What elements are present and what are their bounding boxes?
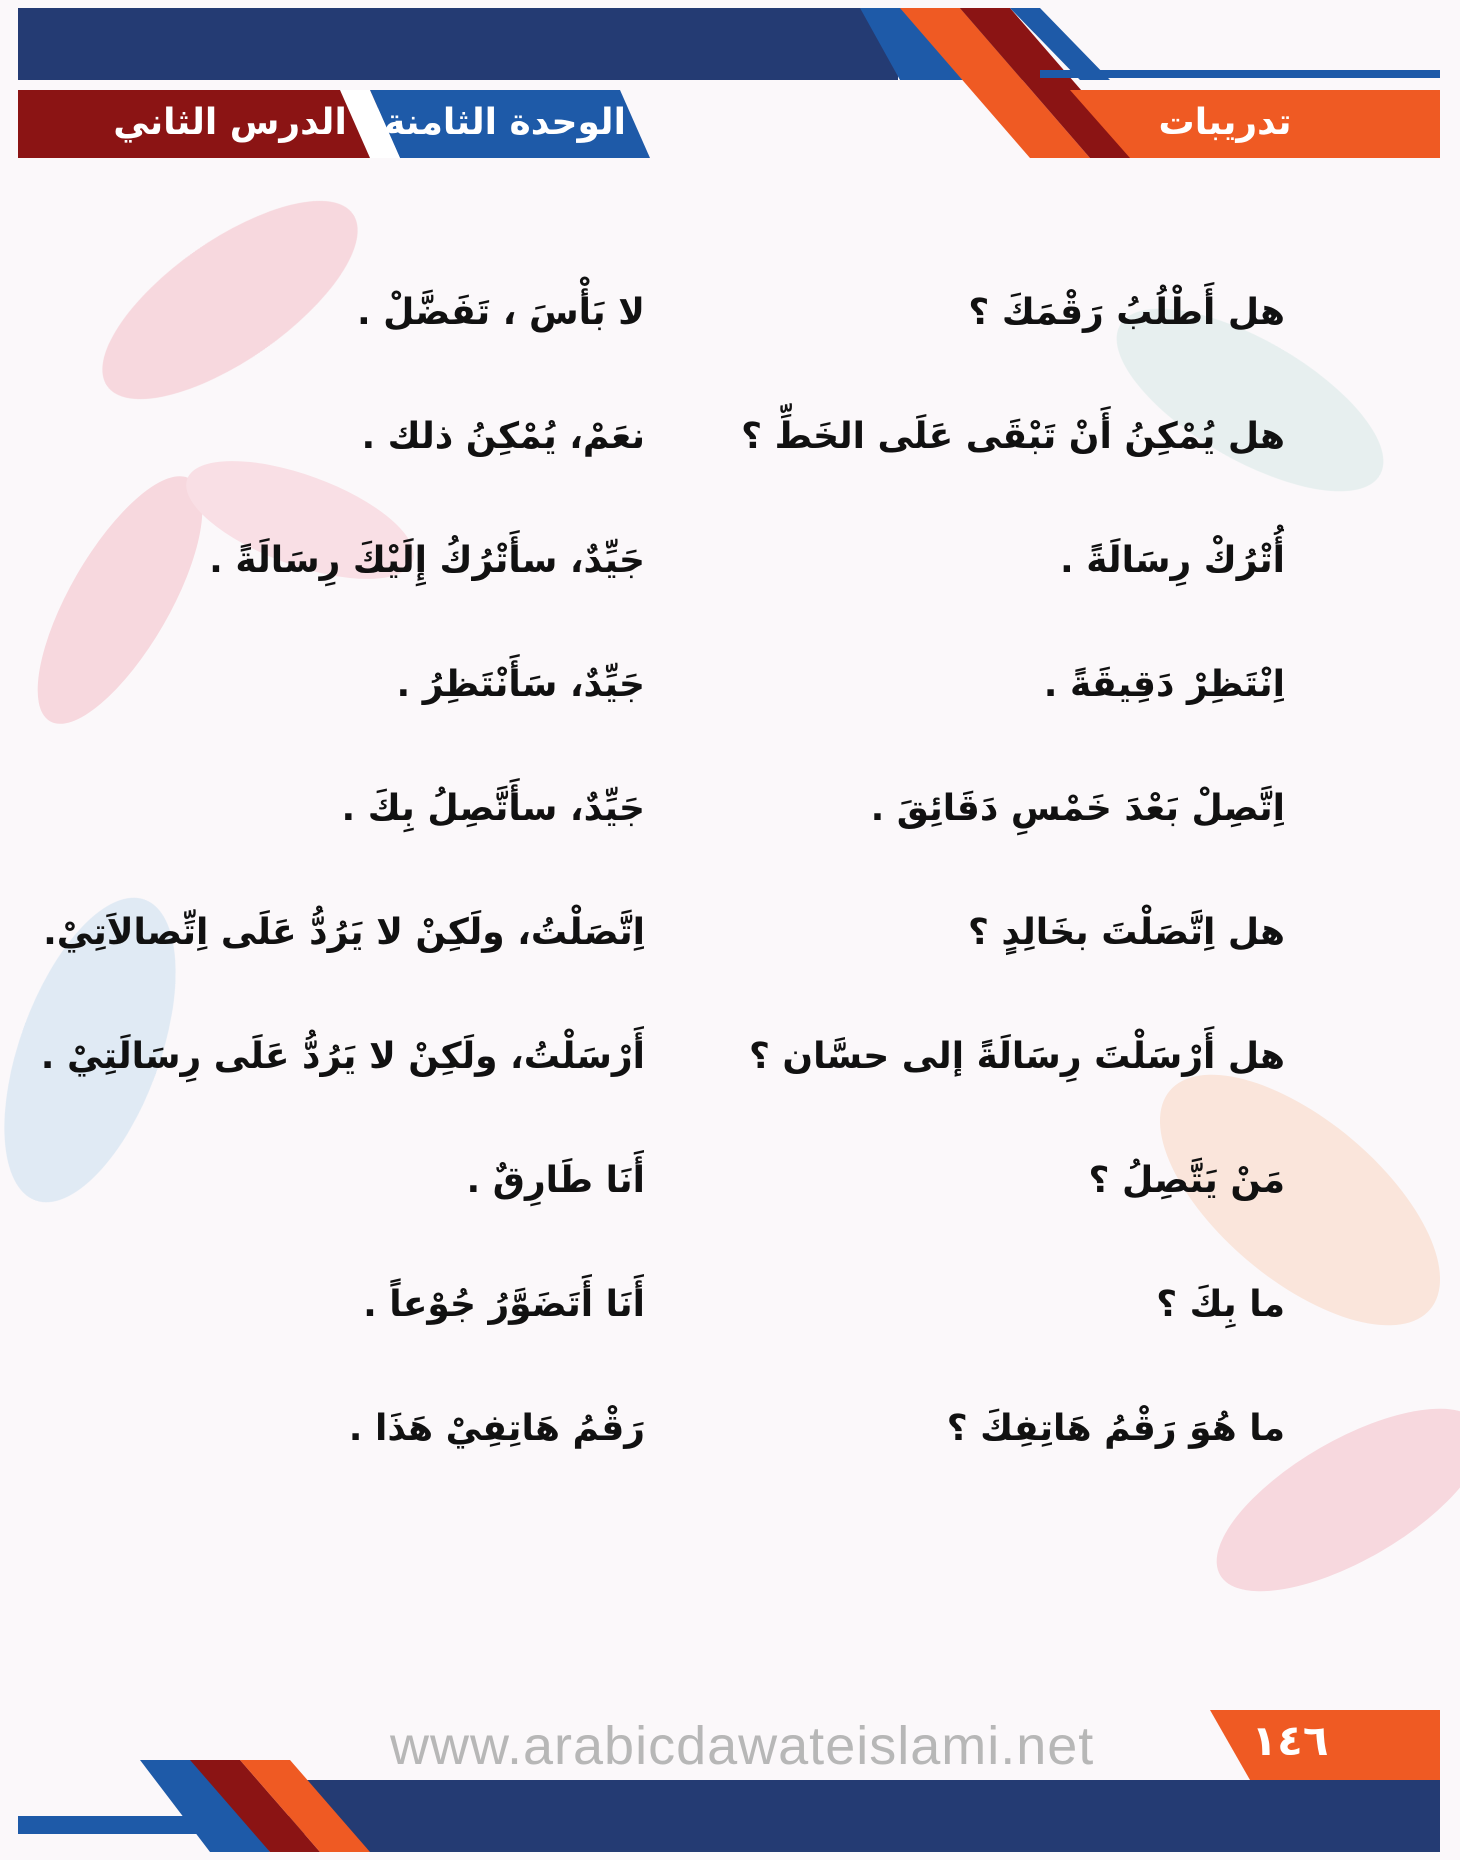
question-4: اِنْتَظِرْ دَقِيقَةً . [1043,664,1285,705]
question-6: هل اِتَّصَلْتَ بخَالِدٍ ؟ [967,912,1285,953]
question-5: اِتَّصِلْ بَعْدَ خَمْسِ دَقَائِقَ . [870,788,1285,829]
question-1: هل أَطْلُبُ رَقْمَكَ ؟ [968,292,1285,333]
answer-4: جَيِّدٌ، سَأَنْتَظِرُ . [396,664,645,705]
answer-10: رَقْمُ هَاتِفِيْ هَذَا . [348,1408,645,1449]
answer-7: أَرْسَلْتُ، ولَكِنْ لا يَرُدُّ عَلَى رِسَالَتِيْ . [40,1036,645,1077]
question-8: مَنْ يَتَّصِلُ ؟ [1088,1160,1285,1201]
section-title: تدريبات [1158,102,1292,143]
website-watermark: www.arabicdawateislami.net [390,1716,1095,1776]
answer-5: جَيِّدٌ، سأَتَّصِلُ بِكَ . [341,788,645,829]
answer-9: أَنَا أَتَضَوَّرُ جُوْعاً . [363,1284,645,1325]
question-7: هل أَرْسَلْتَ رِسَالَةً إلى حسَّان ؟ [748,1036,1285,1077]
question-10: ما هُوَ رَقْمُ هَاتِفِكَ ؟ [946,1408,1285,1449]
answer-6: اِتَّصَلْتُ، ولَكِنْ لا يَرُدُّ عَلَى اِتِّصالاَتِيْ. [43,912,645,953]
page-number: ١٤٦ [1251,1716,1329,1765]
answer-8: أَنَا طَارِقٌ . [466,1160,645,1201]
lesson-label: الدرس الثاني [113,102,347,143]
question-2: هل يُمْكِنُ أَنْ تَبْقَى عَلَى الخَطِّ ؟ [741,416,1285,457]
unit-label: الوحدة الثامنة [384,102,626,143]
answer-3: جَيِّدٌ، سأَتْرُكُ إِلَيْكَ رِسَالَةً . [209,540,645,581]
answer-2: نعَمْ، يُمْكِنُ ذلك . [361,416,645,457]
question-3: أُتْرُكْ رِسَالَةً . [1060,540,1285,581]
answer-1: لا بَأْسَ ، تَفَضَّلْ . [356,292,645,333]
question-9: ما بِكَ ؟ [1156,1284,1285,1325]
